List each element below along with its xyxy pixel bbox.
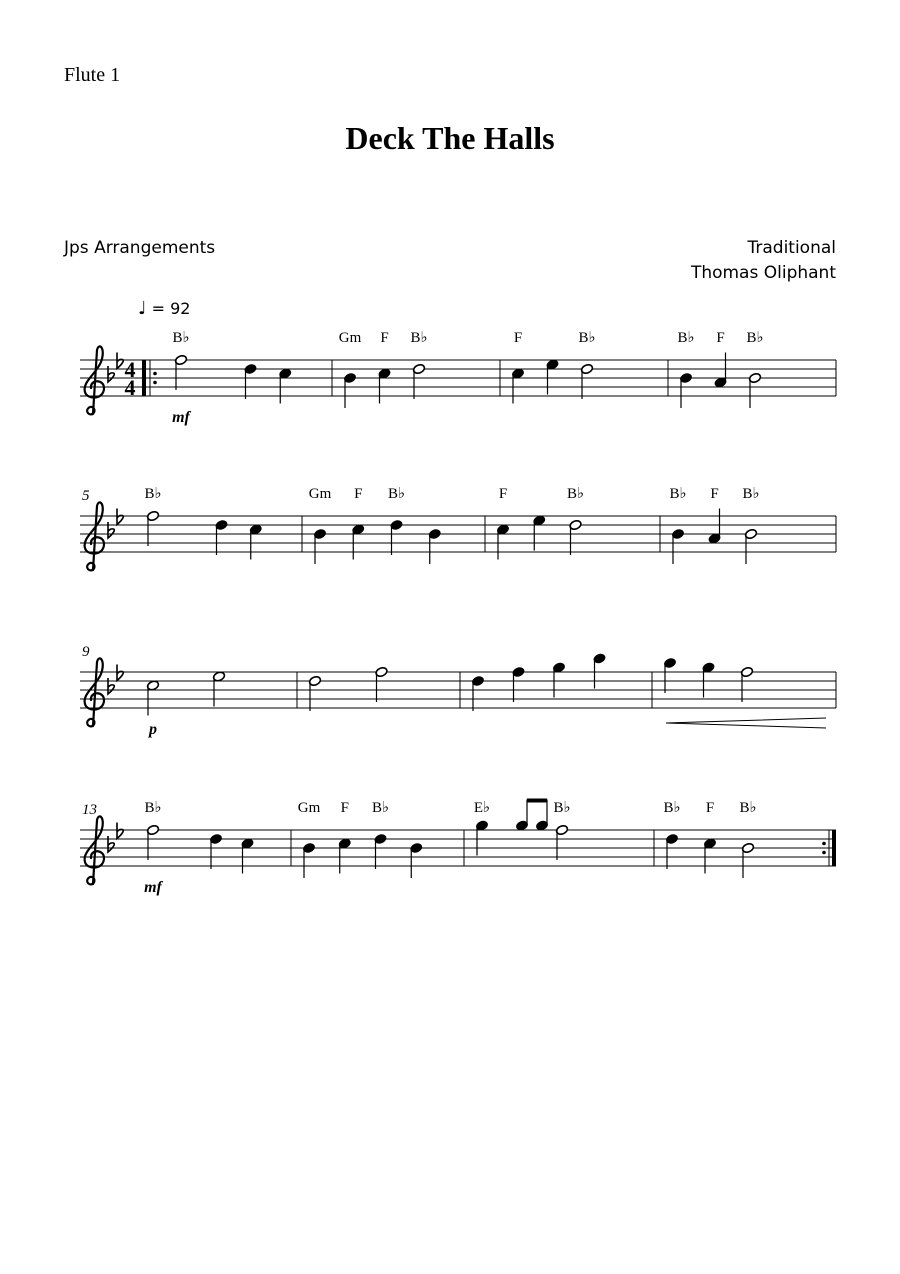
measure-number: 13 [82,802,97,818]
note [390,519,403,555]
flat-sign-icon [108,678,114,694]
piece-title: Deck The Halls [345,120,555,156]
note [708,509,721,545]
staff-system-1 [80,330,836,426]
note [741,842,754,878]
chord-symbol: F [705,800,715,816]
note [428,528,441,564]
chord-symbol: B♭ [387,486,406,502]
note [212,671,225,707]
repeat-dot [822,842,826,846]
note [593,653,606,689]
flat-sign-icon [108,522,114,538]
repeat-dot [822,851,826,855]
chord-symbol: B♭ [144,800,162,816]
note [533,515,546,551]
repeat-start-thick-bar [142,360,146,396]
note [146,680,159,716]
note [410,842,423,878]
note [471,675,484,711]
time-signature-top: 4 [124,357,136,382]
staff-system-4 [80,799,836,897]
chord-symbol: Gm [338,330,362,346]
note [511,368,524,404]
note [569,519,582,555]
note [496,524,509,560]
note [378,368,391,404]
note [374,833,387,869]
note [702,662,715,698]
treble-clef-icon [85,502,104,570]
note [209,833,222,869]
note [352,524,365,560]
note [546,359,559,395]
chord-symbol: B♭ [663,800,681,816]
composer-credit: Traditional [747,238,836,258]
chord-symbol: F [513,330,523,346]
repeat-dot [153,381,157,385]
note [714,353,727,389]
note [313,528,326,564]
chord-symbol: B♭ [172,330,190,346]
note [412,363,425,399]
treble-clef-icon [85,346,104,414]
note [241,838,254,874]
note [338,838,351,874]
staff-system-2 [80,486,836,570]
chord-symbol: B♭ [746,330,764,346]
chord-symbol: F [498,486,508,502]
note [215,519,228,555]
note [308,675,321,711]
note [740,666,753,702]
note [679,372,692,408]
tempo-value: = 92 [151,299,191,318]
note [244,363,257,399]
quarter-note-icon: ♩ [138,298,147,319]
flat-sign-icon [108,836,114,852]
chord-symbol: B♭ [742,486,760,502]
chord-symbol: Gm [308,486,332,502]
chord-symbol: E♭ [473,800,491,816]
note [146,510,159,546]
chord-symbol: B♭ [553,800,571,816]
note [475,820,488,856]
treble-clef-icon [85,816,104,884]
note [174,354,187,390]
note [671,528,684,564]
treble-clef-icon [85,658,104,726]
chord-symbol: B♭ [410,330,428,346]
chord-symbol: F [710,486,719,502]
note [665,833,678,869]
note [343,372,356,408]
note [146,824,159,860]
chord-symbol: Gm [297,800,321,816]
note [663,657,676,693]
note [580,363,593,399]
chord-symbol: B♭ [578,330,596,346]
dynamic-marking: mf [172,409,190,426]
repeat-dot [153,372,157,376]
note [744,528,757,564]
measure-number: 9 [82,644,90,660]
note [512,666,525,702]
arranger-credit: Jps Arrangements [64,238,216,258]
dynamic-marking: p [149,721,157,738]
time-signature-bottom: 4 [124,375,136,400]
flat-sign-icon [108,366,114,382]
part-name: Flute 1 [64,64,121,86]
chord-symbol: B♭ [371,800,390,816]
repeat-end-thick-bar [832,830,836,866]
note [703,838,716,874]
note [279,368,292,404]
note [748,372,761,408]
note [375,666,388,702]
staff-system-3 [80,644,836,738]
chord-symbol: F [354,486,363,502]
dynamic-marking: mf [144,879,162,896]
note [249,524,262,560]
note [552,662,565,698]
chord-symbol: B♭ [677,330,695,346]
note [555,824,568,860]
chord-symbol: B♭ [669,486,687,502]
decrescendo-hairpin [666,718,826,728]
chord-symbol: B♭ [739,800,757,816]
chord-symbol: F [716,330,725,346]
chord-symbol: B♭ [566,486,585,502]
note [302,842,315,878]
eighth-note-beam [527,799,547,803]
measure-number: 5 [82,488,90,504]
chord-symbol: B♭ [144,486,162,502]
lyricist-credit: Thomas Oliphant [690,263,836,283]
chord-symbol: F [380,330,389,346]
chord-symbol: F [340,800,349,816]
